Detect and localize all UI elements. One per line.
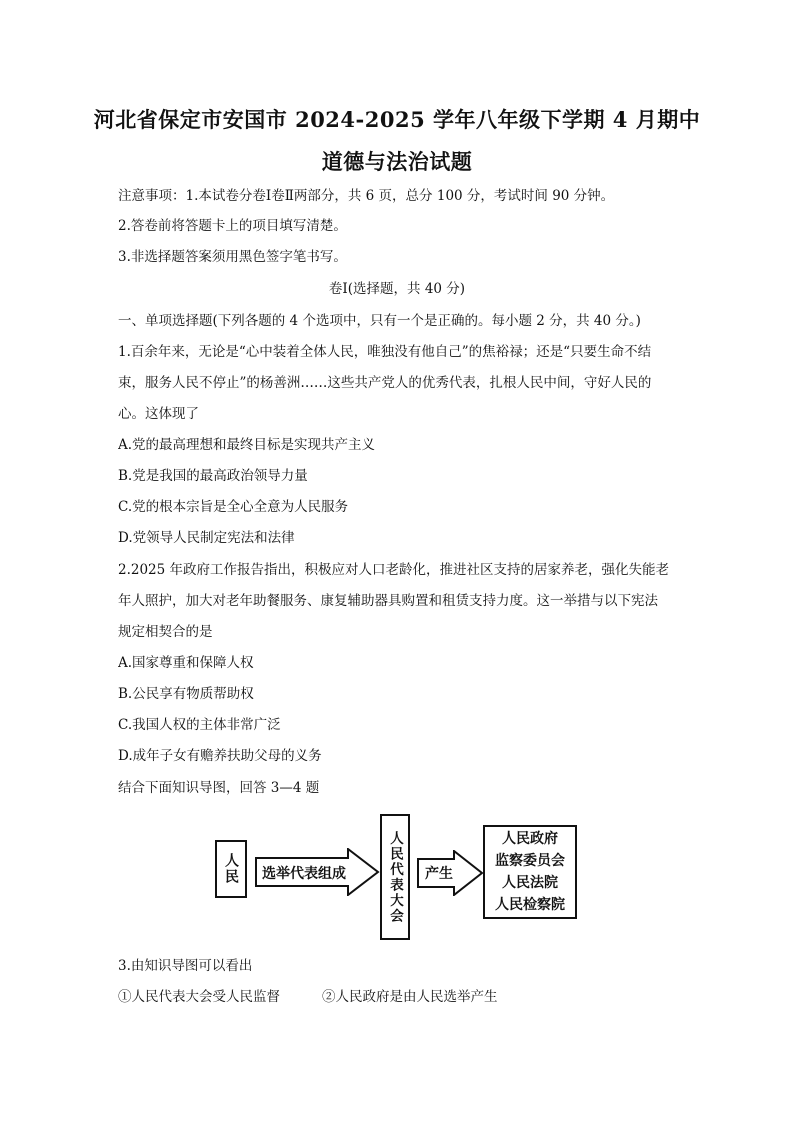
knowledge-diagram — [210, 812, 590, 944]
q2-option-d: D.成年子女有赡养扶助父母的义务 — [118, 748, 322, 764]
q1-option-a: A.党的最高理想和最终目标是实现共产主义 — [118, 437, 376, 453]
q1-stem-line-2: 束，服务人民不停止”的杨善洲……这些共产党人的优秀代表，扎根人民中间，守好人民的 — [118, 375, 652, 391]
state-organ-procuratorate: 人民检察院 — [495, 897, 565, 913]
produce-arrow-label: 产生 — [425, 866, 453, 882]
q1-stem-line-3: 心。这体现了 — [118, 406, 199, 422]
exam-title-line-2: 道德与法治试题 — [321, 149, 473, 174]
q2-stem-line-3: 规定相契合的是 — [118, 624, 213, 640]
state-organ-supervisory-commission: 监察委员会 — [495, 853, 565, 869]
q1-option-d: D.党领导人民制定宪法和法律 — [118, 530, 295, 546]
peoples-congress-box: 人民代表大会 — [380, 814, 410, 940]
q1-option-c: C.党的根本宗旨是全心全意为人民服务 — [118, 499, 349, 515]
state-organs-box — [483, 825, 577, 919]
diagram-intro: 结合下面知识导图，回答 3—4 题 — [118, 780, 320, 796]
section-header: 卷Ⅰ(选择题，共 40 分) — [328, 281, 466, 297]
people-box: 人民 — [215, 840, 247, 898]
note-line-2: 2.答卷前将答题卡上的项目填写清楚。 — [118, 218, 347, 234]
note-line-3: 3.非选择题答案须用黑色签字笔书写。 — [118, 249, 347, 265]
q2-option-b: B.公民享有物质帮助权 — [118, 686, 254, 702]
q2-option-a: A.国家尊重和保障人权 — [118, 655, 254, 671]
q2-stem-line-2: 年人照护，加大对老年助餐服务、康复辅助器具购置和租赁支持力度。这一举措与以下宪法 — [118, 593, 658, 609]
q3-item-2: ②人民政府是由人民选举产生 — [322, 989, 498, 1005]
q3-stem: 3.由知识导图可以看出 — [118, 958, 253, 974]
q2-stem-line-1: 2.2025 年政府工作报告指出，积极应对人口老龄化，推进社区支持的居家养老，强化失能老 — [118, 562, 670, 578]
note-line-1: 注意事项：1.本试卷分卷Ⅰ卷Ⅱ两部分，共 6 页，总分 100 分，考试时间 90 分钟。 — [118, 188, 615, 204]
exam-title-line-1: 河北省保定市安国市 2024-2025 学年八年级下学期 4 月期中 — [93, 107, 701, 132]
elect-arrow-label: 选举代表组成 — [262, 866, 346, 882]
state-organ-court: 人民法院 — [502, 875, 558, 891]
q2-option-c: C.我国人权的主体非常广泛 — [118, 717, 281, 733]
q1-stem-line-1: 1.百余年来，无论是“心中装着全体人民，唯独没有他自己”的焦裕禄；还是“只要生命不结 — [118, 344, 652, 360]
state-organ-government: 人民政府 — [502, 831, 558, 847]
q1-option-b: B.党是我国的最高政治领导力量 — [118, 468, 308, 484]
q3-item-1: ①人民代表大会受人民监督 — [118, 989, 280, 1005]
part-one-instructions: 一、单项选择题(下列各题的 4 个选项中，只有一个是正确的。每小题 2 分，共 40 分。) — [118, 313, 641, 329]
